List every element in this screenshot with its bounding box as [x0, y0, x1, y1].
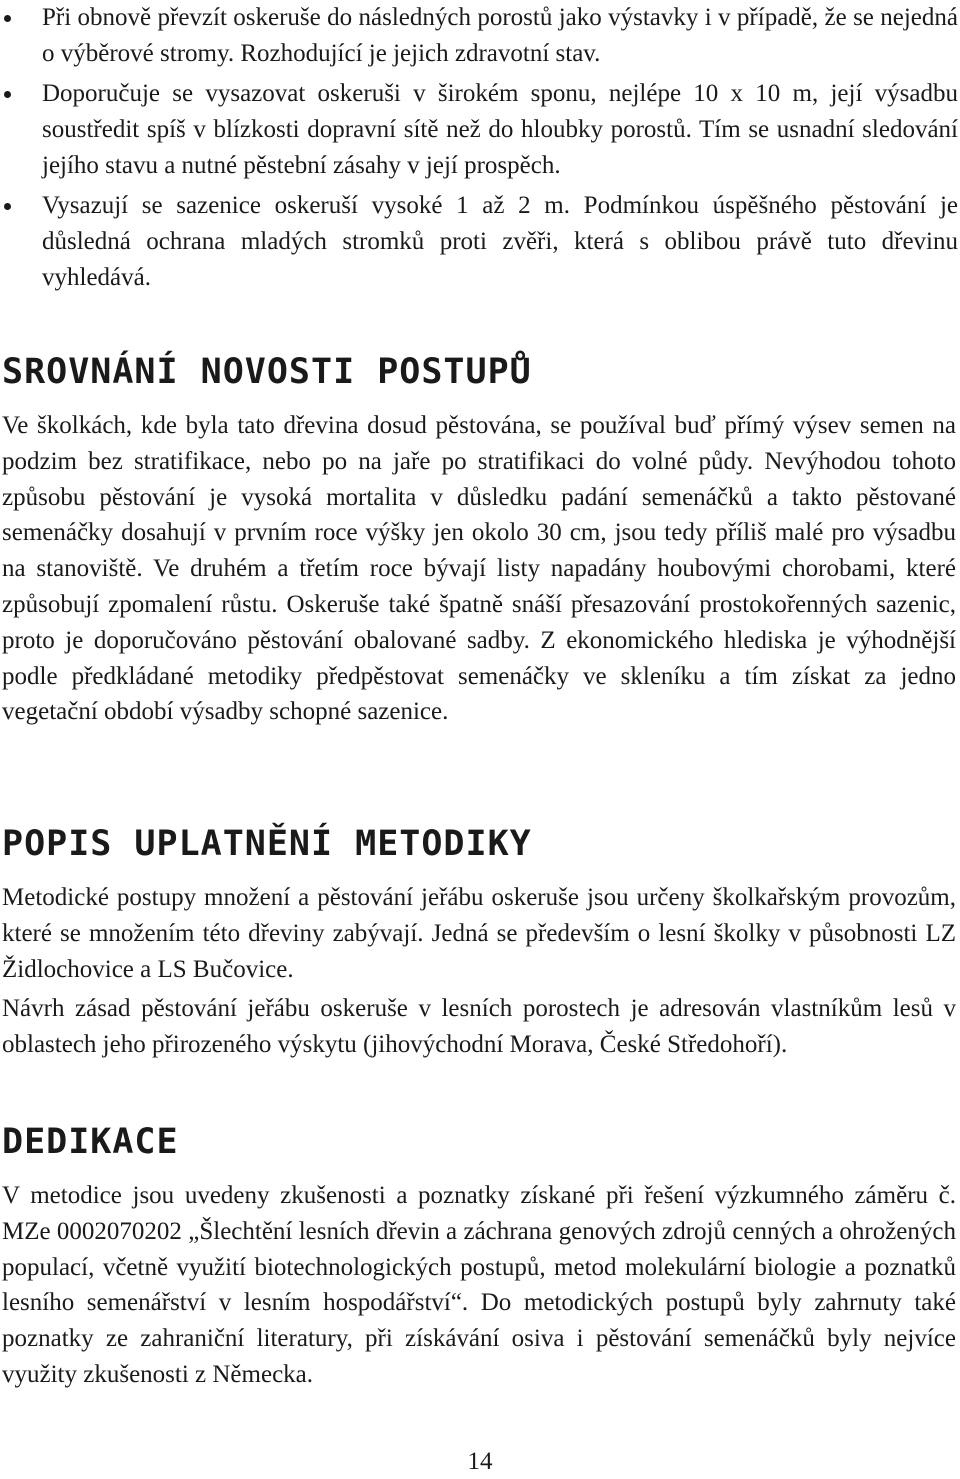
- section-paragraph: Metodické postupy množení a pěstování jeřábu oskeruše jsou určeny školkařským provozům, které se množením této dřeviny zabývají. Jedná se především o lesní školky v působnosti LZ Židlochovice a LS Bučovice.: [2, 884, 956, 983]
- section-application: [2, 822, 956, 1067]
- section-paragraph: Ve školkách, kde byla tato dřevina dosud pěstována, se používal buď přímý výsev semen na podzim bez stratifikace, nebo po na jaře po stratifikaci do volné půdy. Nevýhodou tohoto způsobu pěstování je vysoká mortalita v důsledku padání semenáčků a takto pěstované semenáčky dosahují v prvním roce výšky jen okolo 30 cm, jsou tedy příliš malé pro výsadbu na stanoviště. Ve druhém a třetím roce bývají listy napadány houbovými chorobami, které způsobují zpomalení růstu. Oskeruše také špatně snáší přesazování prostokořenných sazenic, proto je doporučováno pěstování obalované sadby. Z ekonomického hlediska je výhodnější podle předkládané metodiky předpěstovat semenáčky ve skleníku a tím získat za jedno vegetační období výsadby schopné sazenice.: [2, 412, 956, 726]
- bullet-text: Při obnově převzít oskeruše do následných porostů jako výstavky i v případě, že se nejedná o výběrové stromy. Rozhodující je jejich zdravotní stav.: [42, 4, 958, 67]
- bullet-text: Doporučuje se vysazovat oskeruši v širokém sponu, nejlépe 10 x 10 m, její výsadbu soustředit spíš v blízkosti dopravní sítě než do hloubky porostů. Tím se usnadní sledování jejího stavu a nutné pěstební zásahy v její prospěch.: [42, 80, 958, 179]
- bullet-dot-icon: [4, 15, 11, 22]
- section-heading: DEDIKACE: [2, 1122, 179, 1162]
- bullet-item: [0, 188, 958, 296]
- bullet-dot-icon: [4, 91, 11, 98]
- bullet-dot-icon: [4, 203, 11, 210]
- bullet-list: [0, 0, 958, 300]
- section-dedication: [2, 1120, 956, 1397]
- section-paragraph: Návrh zásad pěstování jeřábu oskeruše v lesních porostech je adresován vlastníkům lesů v oblastech jeho přirozeného výskytu (jihovýchodní Morava, České Středohoří).: [2, 995, 956, 1059]
- bullet-text: Vysazují se sazenice oskeruší vysoké 1 až 2 m. Podmínkou úspěšného pěstování je důsledná ochrana mladých stromků proti zvěři, která s oblibou právě tuto dřevinu vyhledává.: [42, 192, 958, 291]
- bullet-item: [0, 76, 958, 184]
- section-comparison: [2, 350, 956, 734]
- section-paragraph: V metodice jsou uvedeny zkušenosti a poznatky získané při řešení výzkumného záměru č. MZe 0002070202 „Šlechtění lesních dřevin a záchrana genových zdrojů cenných a ohrožených populací, včetně využití biotechnologických postupů, metod molekulární biologie a poznatků lesního semenářství v lesním hospodářství“. Do metodických postupů byly zahrnuty také poznatky ze zahraniční literatury, při získávání osiva i pěstování semenáčků byly nejvíce využity zkušenosti z Německa.: [2, 1182, 956, 1388]
- section-heading: SROVNÁNÍ NOVOSTI POSTUPŮ: [2, 352, 532, 392]
- section-heading: POPIS UPLATNĚNÍ METODIKY: [2, 824, 532, 864]
- bullet-item: [0, 0, 958, 72]
- page-number: 14: [467, 1448, 493, 1475]
